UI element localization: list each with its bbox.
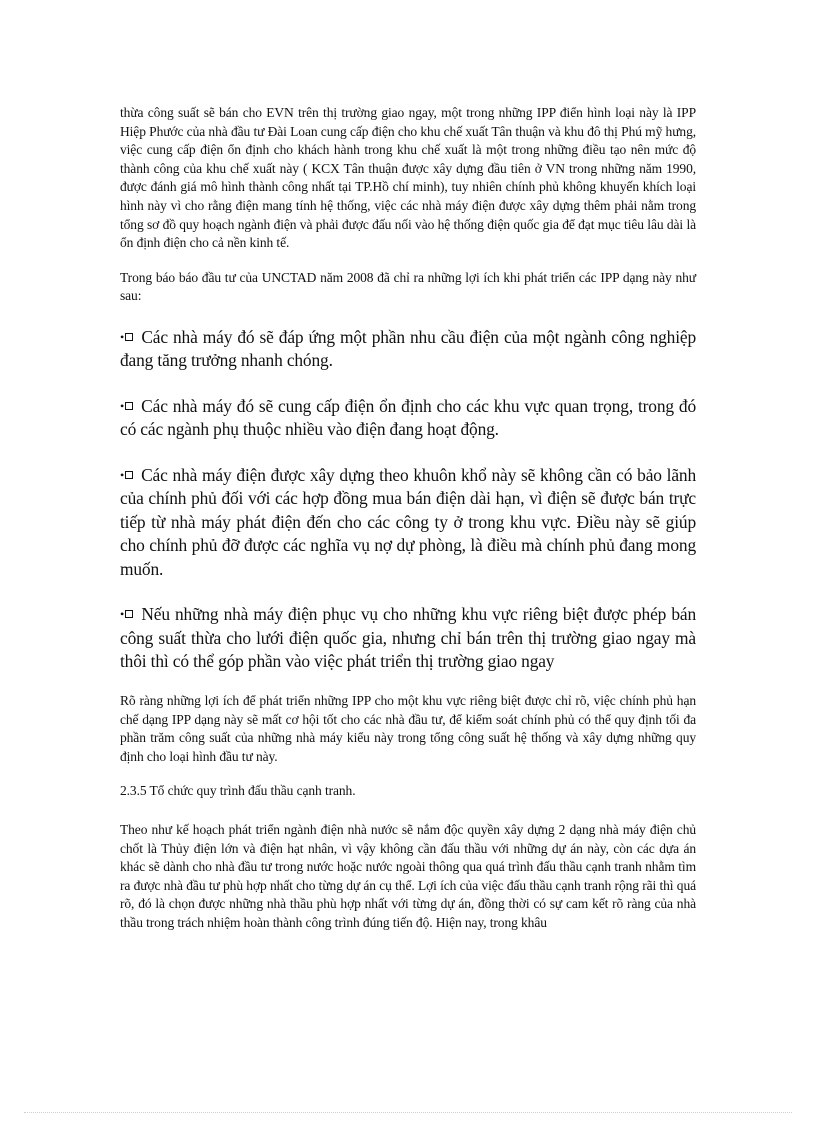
page-bottom-divider	[24, 1112, 792, 1113]
bullet-icon: •	[120, 603, 133, 627]
paragraph-bidding: Theo như kế hoạch phát triển ngành điện nhà nước sẽ nắm độc quyền xây dựng 2 dạng nhà máy điện chủ chốt là Thủy điện lớn và điện hạt nhân, vì vậy không cần đấu thầu với những dự án này, còn các dựa án khác sẽ dành cho nhà đầu tư trong nước hoặc nước ngoài thông qua quá trình đấu thầu cạnh tranh nhằm tìm ra được nhà đầu tư phù hợp nhất cho từng dự án cụ thể. Lợi ích của việc đấu thầu cạnh tranh rộng rãi thì quá rõ, đó là chọn được những nhà thầu phù hợp nhất với từng dự án, đồng thời có sự cam kết rõ ràng của nhà thầu trong trách nhiệm hoàn thành công trình đúng tiến độ. Hiện nay, trong khâu	[120, 821, 696, 930]
bullet-icon: •	[120, 464, 133, 488]
section-heading: 2.3.5 Tổ chức quy trình đấu thầu cạnh tranh.	[120, 783, 356, 799]
document-body	[120, 104, 696, 932]
bullet-item-2	[120, 395, 696, 442]
bullet-item-1	[120, 326, 696, 373]
bullet-item-3	[120, 464, 696, 582]
bullet-text: Nếu những nhà máy điện phục vụ cho những khu vực riêng biệt được phép bán công suất thừa cho lưới điện quốc gia, nhưng chỉ bán trên thị trường giao ngay mà thôi thì có thể góp phần vào việc phát triển thị trường giao ngay	[120, 604, 696, 672]
bullet-icon: •	[120, 395, 133, 419]
bullet-text: Các nhà máy đó sẽ đáp ứng một phần nhu cầu điện của một ngành công nghiệp đang tăng trưởng nhanh chóng.	[120, 326, 696, 371]
paragraph-ipp-hiep-phuoc: thừa công suất sẽ bán cho EVN trên thị trường giao ngay, một trong những IPP điển hình loại này là IPP Hiệp Phước của nhà đầu tư Đài Loan cung cấp điện cho khu chế xuất Tân thuận và khu đô thị Phú mỹ hưng, việc cung cấp điện ổn định cho khách hành trong khu chế xuất là một trong những điều tạo nên mức độ thành công của khu chế xuất này ( KCX Tân thuận được xây dựng đầu tiên ở VN trong những năm 1990, được đánh giá mô hình thành công nhất tại TP.Hồ chí minh), tuy nhiên chính phủ không khuyến khích loại hình này vì cho rằng điện mang tính hệ thống, việc các nhà máy điện được xây dựng thêm phải nằm trong tổng sơ đồ quy hoạch ngành điện và phải được đấu nối vào hệ thống điện quốc gia để đạt mục tiêu lâu dài là ổn định điện cho cả nền kinh tế.	[120, 105, 696, 251]
paragraph-conclusion: Rõ ràng những lợi ích để phát triển những IPP cho một khu vực riêng biệt được chỉ rõ, việc chính phủ hạn chế dạng IPP dạng này sẽ mất cơ hội tốt cho các nhà đầu tư, để kiểm soát chính phủ có thể quy định tối đa phần trăm công suất của những nhà máy kiểu này trong tổng công suất hệ thống và xây dựng những quy định cho loại hình đầu tư này.	[120, 692, 696, 764]
paragraph-unctad-intro: Trong báo báo đầu tư của UNCTAD năm 2008 đã chỉ ra những lợi ích khi phát triển các IPP dạng này như sau:	[120, 269, 696, 304]
bullet-item-4	[120, 603, 696, 674]
bullet-text: Các nhà máy đó sẽ cung cấp điện ổn định cho các khu vực quan trọng, trong đó có các ngành phụ thuộc nhiều vào điện đang hoạt động.	[120, 395, 696, 440]
bullet-text: Các nhà máy điện được xây dựng theo khuôn khổ này sẽ không cần có bảo lãnh của chính phủ đối với các hợp đồng mua bán điện dài hạn, vì điện sẽ được bán trực tiếp từ nhà máy phát điện đến cho các công ty ở trong khu vực. Điều này sẽ giúp cho chính phủ đỡ được các nghĩa vụ nợ dự phòng, là điều mà chính phủ đang mong muốn.	[120, 464, 697, 579]
bullet-icon: •	[120, 326, 133, 350]
